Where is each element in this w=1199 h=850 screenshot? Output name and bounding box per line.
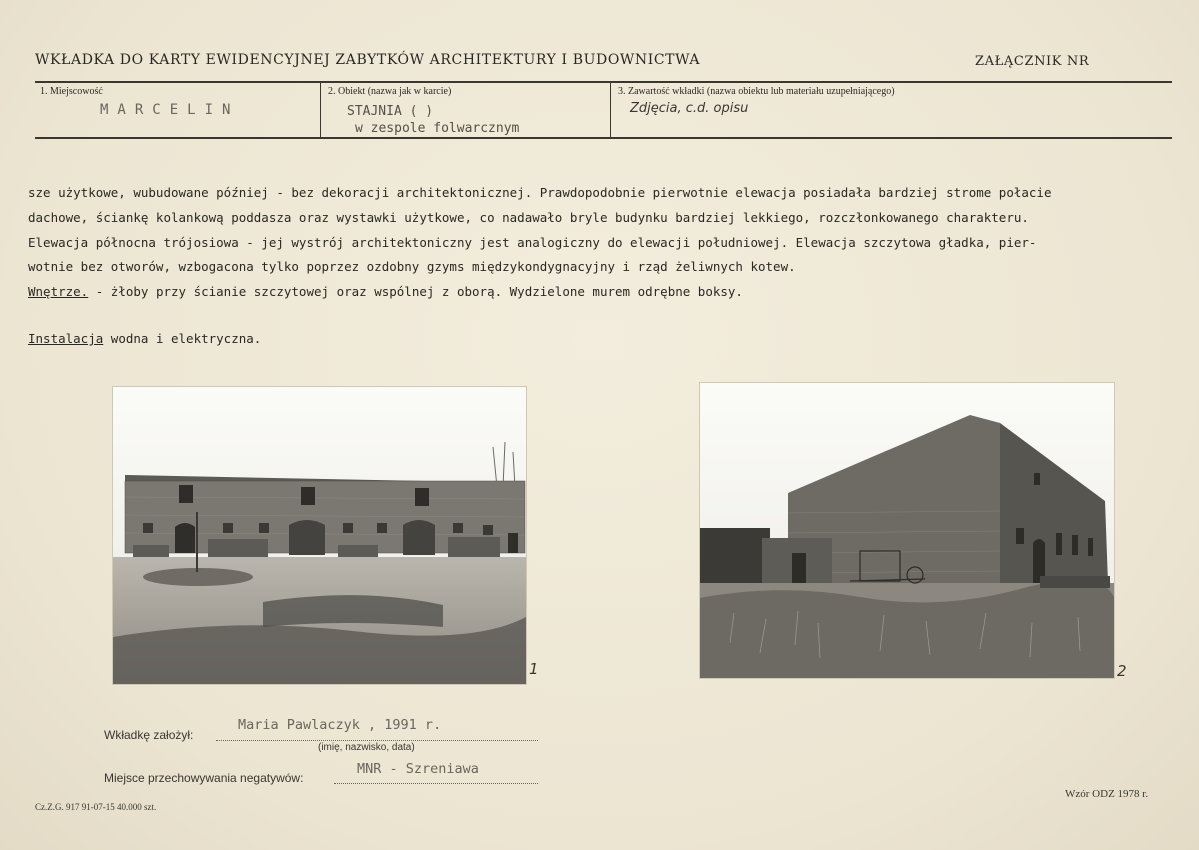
description-line: wotnie bez otworów, wzbogacona tylko poprzez ozdobny gzyms międzykondygnacyjny i rząd żeliwnych kotew. — [28, 259, 796, 275]
field-contents-label: 3. Zawartość wkładki (nazwa obiektu lub materiału uzupełniającego) — [618, 86, 895, 97]
negatives-storage-dotline — [334, 783, 538, 784]
interior-heading: Wnętrze. — [28, 284, 89, 300]
created-by-dotline — [216, 740, 538, 741]
header-divider-2 — [610, 81, 611, 138]
photo-stable-front — [113, 387, 526, 684]
field-contents-value: Zdjęcia, c.d. opisu — [630, 101, 749, 116]
annex-label: ZAŁĄCZNIK NR — [975, 54, 1090, 69]
field-object-label: 2. Obiekt (nazwa jak w karcie) — [328, 86, 452, 97]
interior-text: - żłoby przy ścianie szczytowej oraz wspólnej z oborą. Wydzielone murem odrębne boksy. — [88, 284, 743, 300]
photo-stable-gable-image — [700, 383, 1114, 678]
field-locality-value: MARCELIN — [100, 102, 240, 118]
print-code: Cz.Z.G. 917 91-07-15 40.000 szt. — [35, 802, 157, 812]
form-title: WKŁADKA DO KARTY EWIDENCYJNEJ ZABYTKÓW ARCHITEKTURY I BUDOWNICTWA — [35, 52, 701, 68]
description-text — [28, 181, 1198, 305]
created-by-label: Wkładkę założył: — [104, 728, 194, 742]
header-divider-1 — [320, 81, 321, 138]
header-bottom-rule — [35, 137, 1172, 139]
created-by-value: Maria Pawlaczyk , 1991 r. — [238, 717, 442, 733]
installation-line — [28, 331, 261, 346]
description-line-interior — [28, 280, 1198, 305]
photo-2-number: 2 — [1117, 662, 1127, 680]
field-object-value-line1: STAJNIA ( ) — [347, 104, 434, 119]
installation-text: wodna i elektryczna. — [103, 331, 262, 346]
negatives-storage-value: MNR - Szreniawa — [357, 761, 479, 777]
photo-1-number: 1 — [529, 660, 539, 678]
description-line: Elewacja północna trójosiowa - jej wystrój architektoniczny jest analogiczny do elewacji południowej. Elewacja szczytowa gładka, pier- — [28, 234, 1037, 250]
description-line: sze użytkowe, wubudowane później - bez dekoracji architektonicznej. Prawdopodobnie pierwotnie elewacja posiadała bardziej strome połacie — [28, 185, 1052, 200]
created-by-hint: (imię, nazwisko, data) — [318, 742, 415, 753]
field-locality-label: 1. Miejscowość — [40, 86, 103, 97]
photo-stable-front-image — [113, 387, 526, 684]
field-object-value-line2: w zespole folwarcznym — [355, 121, 520, 136]
form-model: Wzór ODZ 1978 r. — [1065, 788, 1149, 800]
header-top-rule — [35, 81, 1172, 83]
description-line: dachowe, ściankę kolankową poddasza oraz wystawki użytkowe, co nadawało bryle budynku bardziej lekkiego, rozczłonkowanego charakteru. — [28, 209, 1029, 225]
photo-stable-gable — [700, 383, 1114, 678]
installation-heading: Instalacja — [28, 331, 104, 346]
negatives-storage-label: Miejsce przechowywania negatywów: — [104, 771, 304, 785]
